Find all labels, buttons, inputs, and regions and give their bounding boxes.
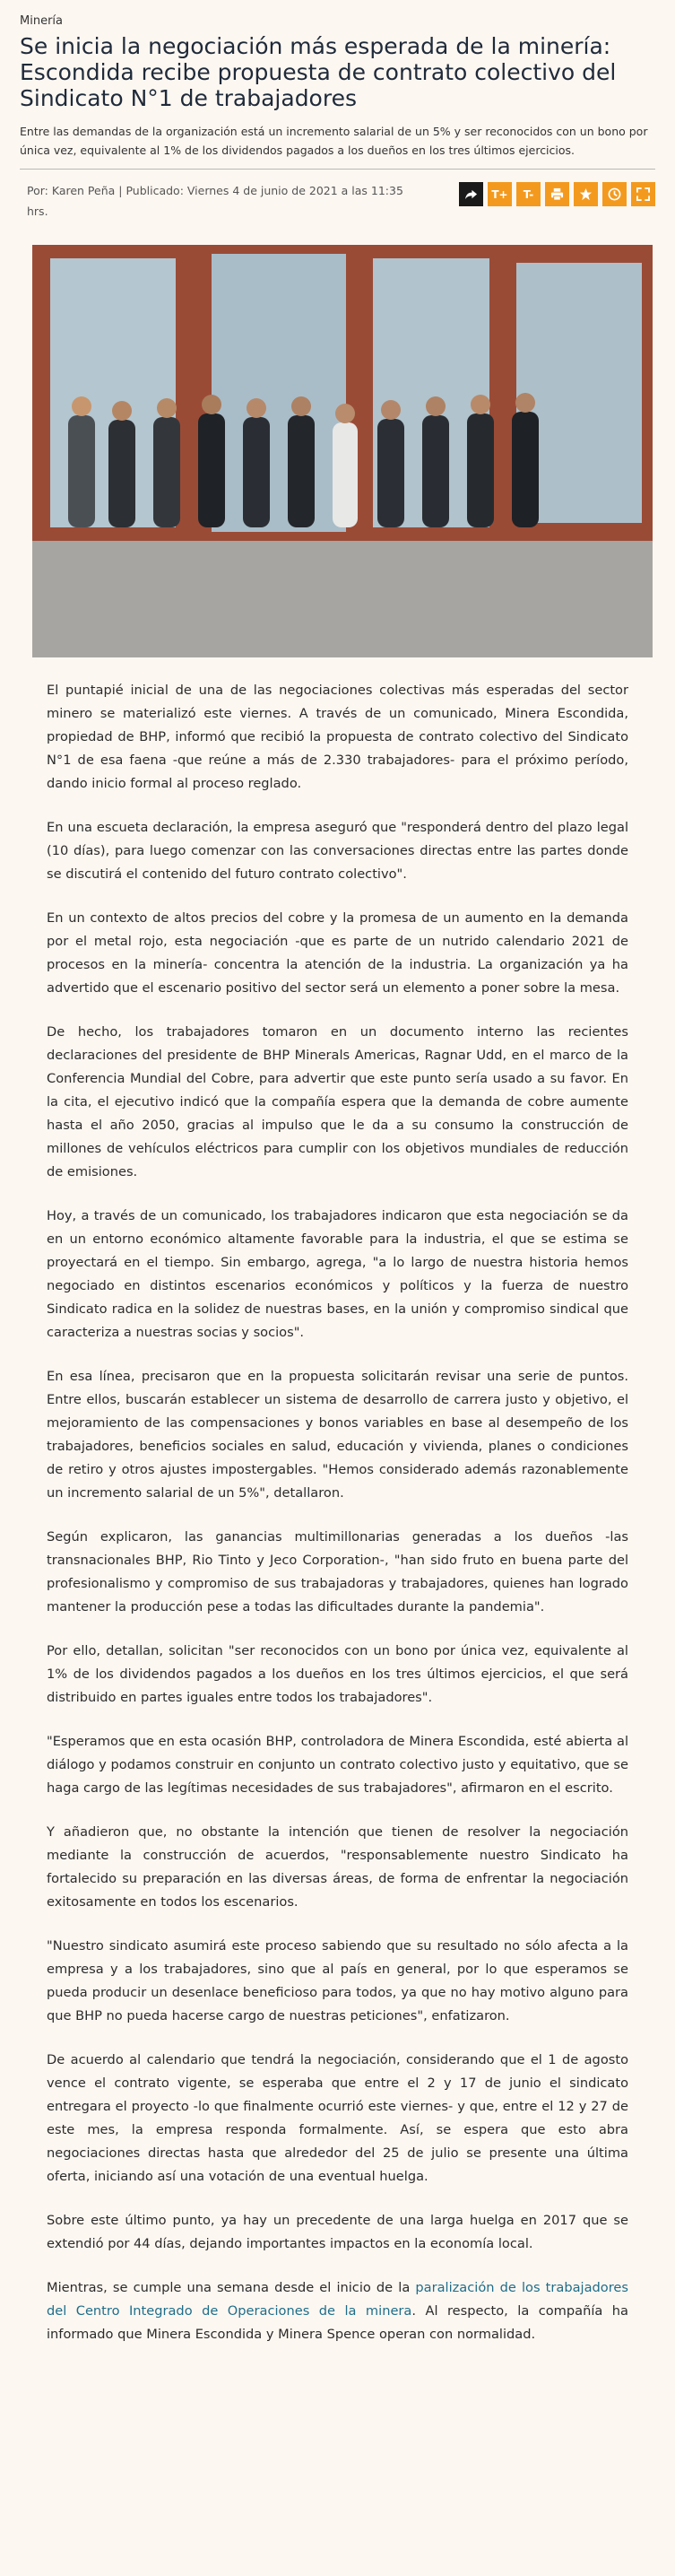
last-paragraph-start: Mientras, se cumple una semana desde el inicio de la [47, 2280, 416, 2295]
paragraph: En un contexto de altos precios del cobre y la promesa de un aumento en la demanda por el metal rojo, esta negociación -que es parte de un nutrido calendario 2021 de procesos en la minería- concentra la atención de la industria. La organización ya ha advertido que el escenario positivo del sector será un elemento a poner sobre la mesa. [47, 910, 628, 996]
byline: Por: Karen Peña | Publicado: Viernes 4 de junio de 2021 a las 11:35 hrs. [27, 184, 403, 218]
paragraph: "Esperamos que en esta ocasión BHP, controladora de Minera Escondida, esté abierta al diálogo y podamos construir en conjunto un contrato colectivo justo y equitativo, que se haga cargo de las legítimas necesidades de sus trabajadores", afirmaron en el escrito. [47, 1734, 628, 1796]
clock-icon[interactable] [602, 182, 627, 206]
paragraph: El puntapié inicial de una de las negociaciones colectivas más esperadas del sector minero se materializó este viernes. A través de un comunicado, Minera Escondida, propiedad de BHP, informó que recibió la propuesta de contrato colectivo del Sindicato N°1 de esa faena -que reúne a más de 2.330 trabajadores- para el próximo período, dando inicio formal al proceso reglado. [47, 683, 628, 791]
font-decrease-button[interactable]: T- [516, 182, 541, 206]
paragraph: Por ello, detallan, solicitan "ser reconocidos con un bono por única vez, equivalente al 1% de los dividendos pagados a los dueños en los tres últimos ejercicios, el que será distribuido en partes iguales entre todos los trabajadores". [47, 1643, 628, 1705]
print-icon[interactable] [545, 182, 569, 206]
expand-icon[interactable] [631, 182, 655, 206]
paragraph: Hoy, a través de un comunicado, los trabajadores indicaron que esta negociación se da en un entorno económico altamente favorable para la industria, el que se estima se proyectará en el tiempo. Sin embargo, agrega, "a lo largo de nuestra historia hemos negociado en distintos escenarios económicos y políticos y la fuerza de nuestro Sindicato radica en la solidez de nuestras bases, en la unión y compromiso sindical que caracteriza a nuestras socias y socios". [47, 1208, 628, 1340]
last-paragraph-end: . Al respecto, la compañía ha informado que Minera Escondida y Minera Spence operan con normalidad. [47, 2303, 628, 2342]
paragraph: "Nuestro sindicato asumirá este proceso sabiendo que su resultado no sólo afecta a la empresa y a los trabajadores, sino que al país en general, por lo que esperamos se pueda producir un desenlace beneficioso para todos, ya que no hay motivo alguno para que BHP no pueda hacerse cargo de nuestras peticiones", enfatizaron. [47, 1938, 628, 2023]
meta-row [20, 180, 655, 222]
share-icon[interactable] [459, 182, 483, 206]
article-header [0, 0, 675, 222]
paralizacion-link[interactable]: paralización de los trabajadores del Centro Integrado de Operaciones de la minera [47, 2280, 629, 2319]
article-title: Se inicia la negociación más esperada de la minería: Escondida recibe propuesta de contrato colectivo del Sindicato N°1 de trabajadores [20, 33, 617, 111]
paragraph: Y añadieron que, no obstante la intención que tienen de resolver la negociación mediante la construcción de acuerdos, "responsablemente nuestro Sindicato ha fortalecido su preparación en las diversas áreas, de forma de enfrentar la negociación exitosamente en todos los escenarios. [47, 1824, 628, 1910]
paragraph: Sobre este último punto, ya hay un precedente de una larga huelga en 2017 que se extendió por 44 días, dejando importantes impactos en la economía local. [47, 2213, 628, 2251]
paragraph: Según explicaron, las ganancias multimillonarias generadas a los dueños -las transnacionales BHP, Rio Tinto y Jeco Corporation-, "han sido fruto en buena parte del profesionalismo y compromiso de sus trabajadoras y trabajadores, quienes han logrado mantener la producción pese a todas las dificultades durante la pandemia". [47, 1529, 628, 1614]
font-increase-button[interactable]: T+ [488, 182, 512, 206]
section-label[interactable]: Minería [20, 14, 63, 28]
star-icon[interactable] [574, 182, 598, 206]
last-paragraph [47, 2276, 628, 2346]
paragraph: En una escueta declaración, la empresa aseguró que "responderá dentro del plazo legal (10 días), para luego comenzar con las conversaciones directas entre las partes donde se discutirá el contenido del futuro contrato colectivo". [47, 820, 628, 882]
paragraph: De hecho, los trabajadores tomaron en un documento interno las recientes declaraciones del presidente de BHP Minerals Americas, Ragnar Udd, en el marco de la Conferencia Mundial del Cobre, para advertir que este punto sería usado a su favor. En la cita, el ejecutivo indicó que la compañía espera que la demanda de cobre aumente hasta el año 2050, gracias al impulso que le da a su consumo la construcción de millones de vehículos eléctricos para cumplir con los objetivos mundiales de reducción de emisiones. [47, 1024, 628, 1179]
article-photo [32, 245, 653, 657]
article-body [0, 679, 675, 2346]
article-lead: Entre las demandas de la organización está un incremento salarial de un 5% y ser reconocidos con un bono por única vez, equivalente al 1% de los dividendos pagados a los dueños en los tres últimos ejercicios. [20, 125, 648, 157]
divider [20, 169, 655, 170]
paragraph: En esa línea, precisaron que en la propuesta solicitarán revisar una serie de puntos. Entre ellos, buscarán establecer un sistema de desarrollo de carrera justo y objetivo, el mejoramiento de las compensaciones y bonos variables en base al desempeño de los trabajadores, beneficios sociales en salud, educación y vivienda, planes o condiciones de retiro y otros ajustes impostergables. "Hemos considerado además razonablemente un incremento salarial de un 5%", detallaron. [47, 1369, 628, 1501]
paragraph: De acuerdo al calendario que tendrá la negociación, considerando que el 1 de agosto vence el contrato vigente, se esperaba que entre el 2 y 17 de junio el sindicato entregara el proyecto -lo que finalmente ocurrió este viernes- y que, entre el 12 y 27 de este mes, la empresa responda formalmente. Así, se espera que esto abra negociaciones directas hasta que alrededor del 25 de julio se presente una última oferta, iniciando así una votación de una eventual huelga. [47, 2052, 628, 2184]
article-toolbar [459, 182, 655, 206]
